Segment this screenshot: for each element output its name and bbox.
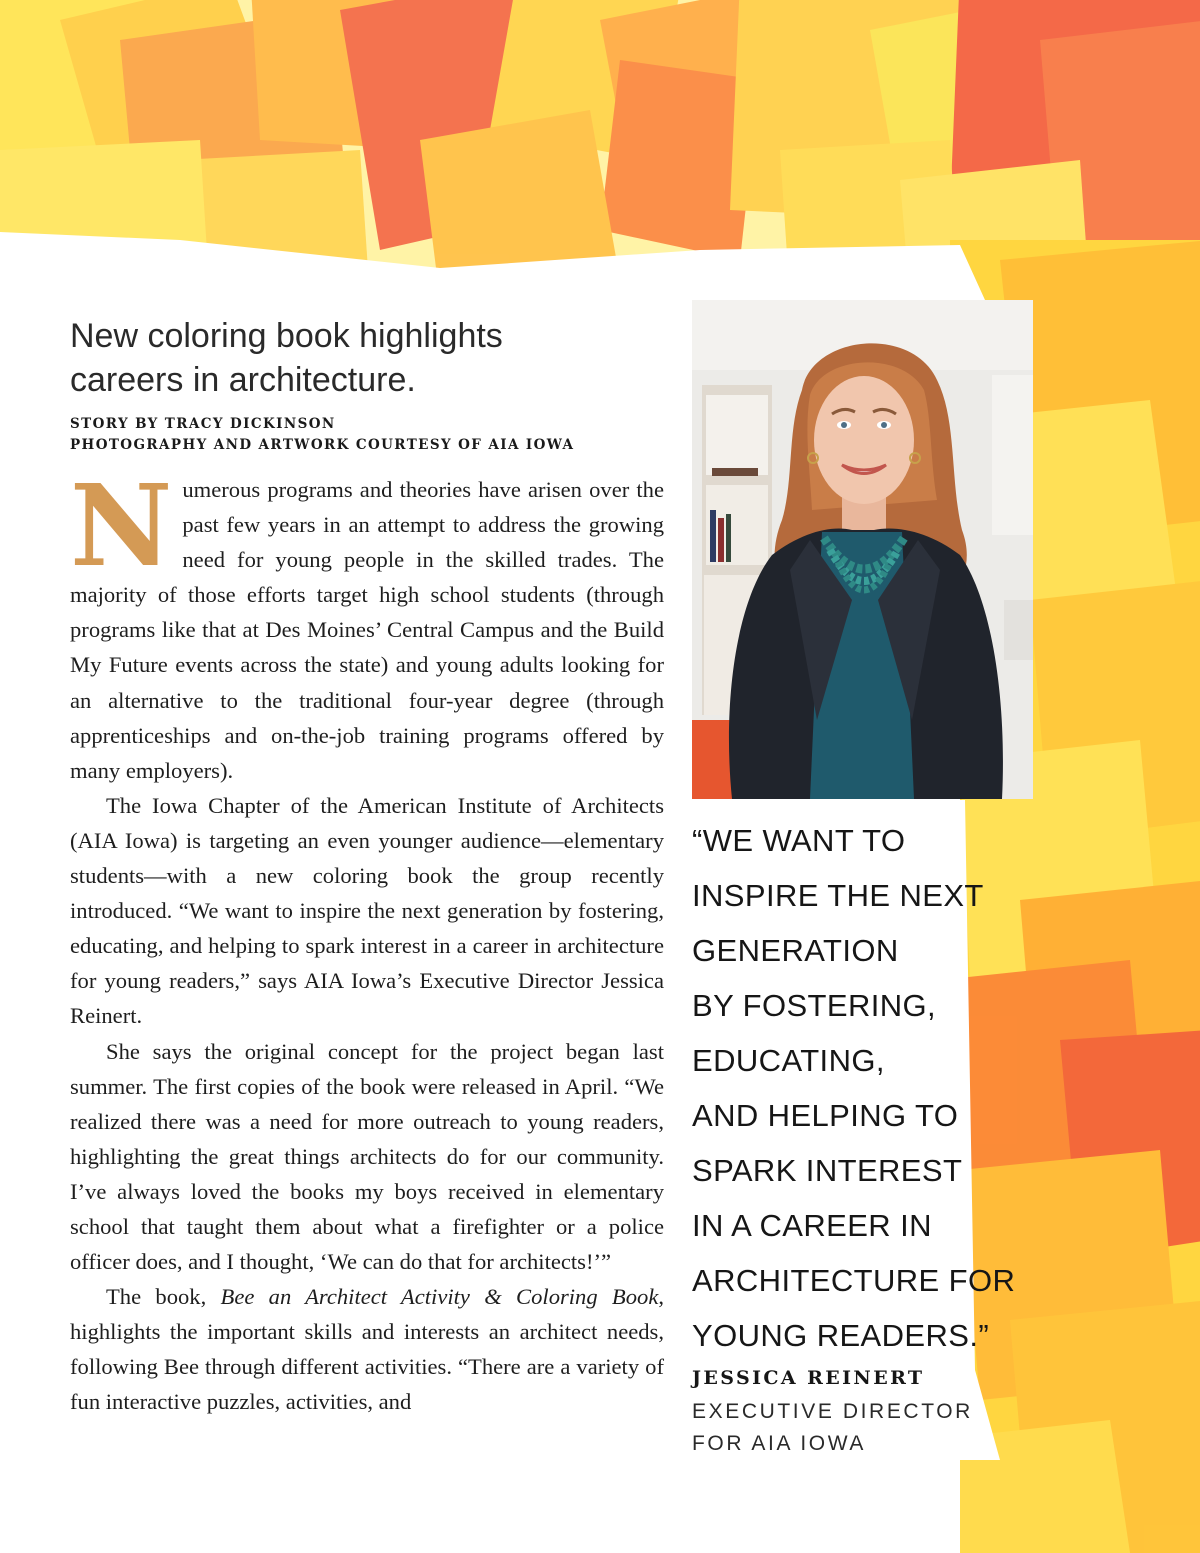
pull-quote-line: AND HELPING TO <box>692 1098 959 1133</box>
paragraph-4-lead: The book, <box>106 1284 221 1310</box>
book-title: Bee an Architect Activity & Coloring Book <box>220 1284 659 1310</box>
headline-line-2: careers in architecture. <box>70 361 416 399</box>
article-body <box>70 461 665 1420</box>
paragraph-2: The Iowa Chapter of the American Institute of Architects (AIA Iowa) is targeting an even younger audience—elementary students—with a new coloring book the group recently introduced. “We want to inspire the next generation by fostering, educating, and helping to spark interest in a career in architecture for young readers,” says AIA Iowa’s Executive Director Jessica Reinert. <box>70 792 664 1029</box>
quote-attribution-name: JESSICA REINERT <box>692 1367 925 1389</box>
pull-quote-line: GENERATION <box>692 933 899 968</box>
pull-quote-line: ARCHITECTURE FOR <box>692 1263 1016 1298</box>
attribution-title-line-1: EXECUTIVE DIRECTOR <box>692 1400 973 1423</box>
pull-quote <box>692 813 1052 1363</box>
portrait-photo <box>692 300 1033 799</box>
paragraph-4-text: , highlights the important skills and interests an architect needs, following Bee through different activities. “There are a variety of fun interactive puzzles, activities, and <box>70 1284 665 1415</box>
paragraph-1 <box>70 461 664 788</box>
quote-attribution-title <box>692 1396 973 1459</box>
article-headline <box>70 314 670 402</box>
pull-quote-line: INSPIRE THE NEXT <box>692 878 984 913</box>
byline-photography: PHOTOGRAPHY AND ARTWORK COURTESY OF AIA IOWA <box>70 437 575 453</box>
headline-line-1: New coloring book highlights <box>70 317 503 355</box>
byline <box>70 414 670 456</box>
pull-quote-line: YOUNG READERS.” <box>692 1318 990 1353</box>
paragraph-3: She says the original concept for the project began last summer. The first copies of the book were released in April. “We realized there was a need for more outreach to young readers, highlighting the great things architects do for our community. I’ve always loved the books my boys received in elementary school that taught them about what a firefighter or a police officer does, and I thought, ‘We can do that for architects!’” <box>70 1038 664 1275</box>
byline-story: STORY BY TRACY DICKINSON <box>70 416 336 432</box>
pull-quote-line: SPARK INTEREST <box>692 1153 963 1188</box>
pull-quote-line: BY FOSTERING, <box>692 988 937 1023</box>
pull-quote-line: EDUCATING, <box>692 1043 885 1078</box>
attribution-title-line-2: FOR AIA IOWA <box>692 1431 866 1455</box>
pull-quote-line: “WE WANT TO <box>692 823 906 858</box>
drop-cap: N <box>70 461 173 592</box>
paragraph-4 <box>70 1279 664 1419</box>
paragraph-1-text: umerous programs and theories have arisen over the past few years in an attempt to address the growing need for young people in the skilled trades. The majority of those efforts target high school students (through programs like that at Des Moines’ Central Campus and the Build My Future events across the state) and young adults looking for an alternative to the traditional four-year degree (through apprenticeships and on-the-job training programs offered by many employers). <box>70 477 664 783</box>
pull-quote-line: IN A CAREER IN <box>692 1208 932 1243</box>
